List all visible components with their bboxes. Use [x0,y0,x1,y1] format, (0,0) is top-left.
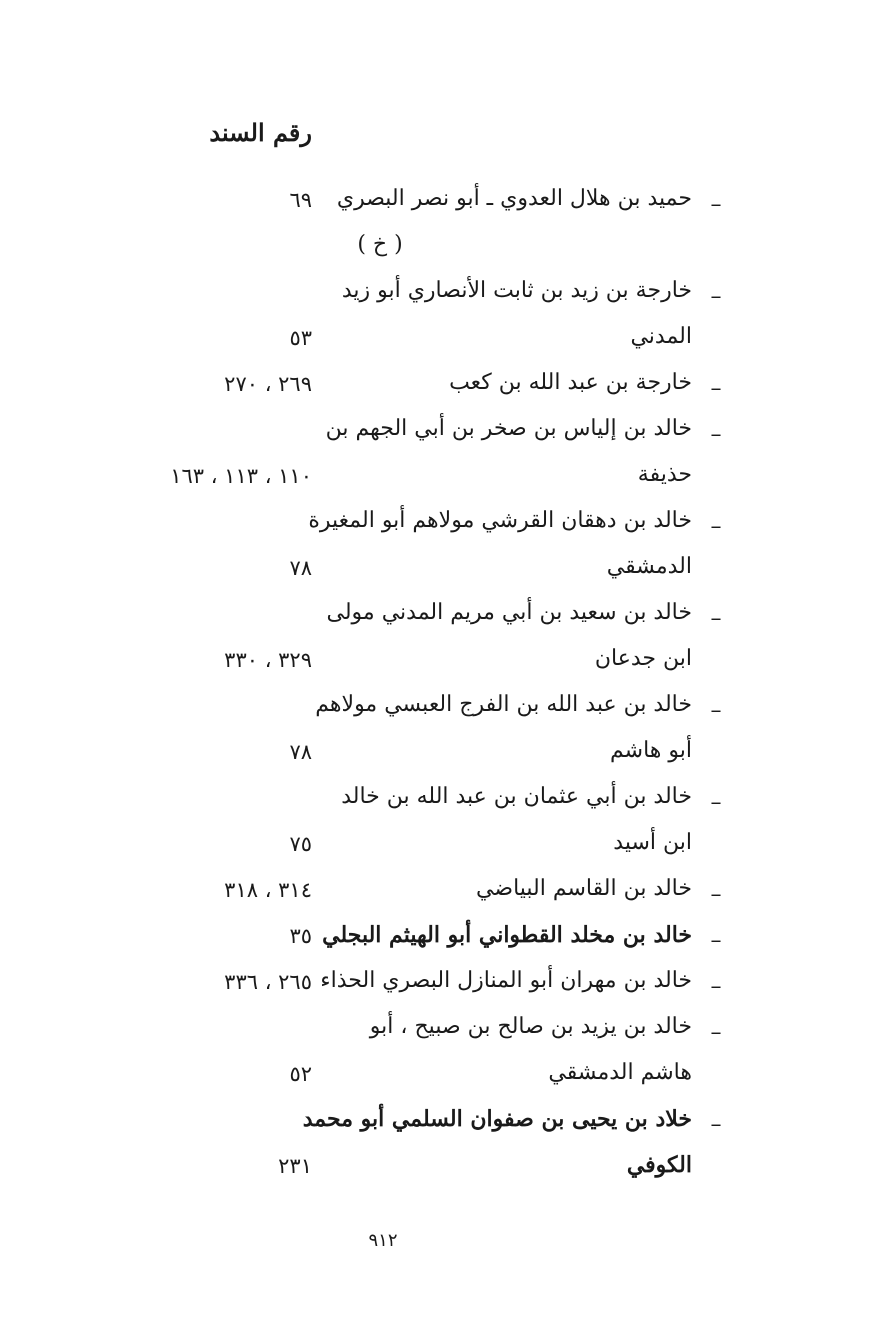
entry-dash: – [710,284,722,309]
narrator-name-continued: حذيفة [637,462,692,487]
index-entry [0,688,876,780]
narrator-name: حميد بن هلال العدوي ـ أبو نصر البصري [336,186,692,211]
narrator-name-continued: ( خ ) [357,232,403,257]
narrator-name: خالد بن أبي عثمان بن عبد الله بن خالد [341,784,692,809]
narrator-name: خالد بن دهقان القرشي مولاهم أبو المغيرة [308,508,692,533]
narrator-name: خالد بن يزيد بن صالح بن صبيح ، أبو [369,1014,692,1039]
entry-dash: – [710,192,722,217]
narrator-name: خالد بن إلياس بن صخر بن أبي الجهم بن [325,416,692,441]
entry-line [0,826,876,872]
entry-line [0,274,876,320]
narrator-index-list [0,182,876,1194]
sanad-numbers: ١١٠ ، ١١٣ ، ١٦٣ [170,464,312,488]
narrator-name: خالد بن القاسم البياضي [476,876,692,901]
narrator-name-continued: الدمشقي [606,554,692,579]
entry-dash: – [710,974,722,999]
index-entry [0,1102,876,1194]
narrator-name-continued: هاشم الدمشقي [548,1060,692,1085]
sanad-numbers: ٥٣ [289,326,312,350]
entry-dash: – [710,1112,722,1137]
narrator-name-continued: الكوفي [626,1152,692,1178]
narrator-name: خالد بن مخلد القطواني أبو الهيثم البجلي [322,922,692,948]
index-entry [0,964,876,1010]
sanad-numbers: ٣٢٩ ، ٣٣٠ [224,648,312,672]
entry-dash: – [710,882,722,907]
entry-line [0,320,876,366]
entry-line [0,1148,876,1194]
entry-line [0,1056,876,1102]
column-heading: رقم السند [209,118,312,147]
index-entry [0,1010,876,1102]
index-entry [0,596,876,688]
narrator-name: خارجة بن عبد الله بن كعب [449,370,692,395]
entry-line [0,642,876,688]
entry-line [0,504,876,550]
entry-line [0,596,876,642]
entry-line [0,182,876,228]
entry-dash: – [710,790,722,815]
entry-line [0,780,876,826]
narrator-name: خالد بن مهران أبو المنازل البصري الحذاء [320,968,692,993]
narrator-name: خالد بن عبد الله بن الفرج العبسي مولاهم [315,692,692,717]
narrator-name-continued: المدني [630,324,692,349]
entry-dash: – [710,376,722,401]
entry-dash: – [710,514,722,539]
narrator-name: خارجة بن زيد بن ثابت الأنصاري أبو زيد [341,278,692,303]
entry-dash: – [710,606,722,631]
entry-line [0,918,876,964]
entry-line [0,734,876,780]
sanad-numbers: ٦٩ [289,188,312,212]
entry-line [0,1010,876,1056]
entry-line [0,550,876,596]
entry-dash: – [710,928,722,953]
entry-dash: – [710,698,722,723]
sanad-numbers: ٥٢ [289,1062,312,1086]
narrator-name-continued: أبو هاشم [610,738,692,763]
sanad-numbers: ٢٣١ [278,1154,312,1178]
index-entry [0,274,876,366]
narrator-name: خلاد بن يحيى بن صفوان السلمي أبو محمد [302,1106,692,1132]
entry-line [0,228,876,274]
entry-dash: – [710,422,722,447]
entry-line [0,1102,876,1148]
sanad-numbers: ٣١٤ ، ٣١٨ [224,878,312,902]
entry-line [0,366,876,412]
page-number: ٩١٢ [368,1230,398,1251]
entry-line [0,872,876,918]
narrator-name-continued: ابن أسيد [613,830,692,855]
sanad-numbers: ٧٥ [289,832,312,856]
sanad-numbers: ٢٦٥ ، ٣٣٦ [224,970,312,994]
entry-line [0,458,876,504]
sanad-numbers: ٣٥ [289,924,312,948]
sanad-numbers: ٧٨ [289,556,312,580]
index-entry [0,412,876,504]
index-entry [0,366,876,412]
narrator-name: خالد بن سعيد بن أبي مريم المدني مولى [326,600,692,625]
index-entry [0,780,876,872]
entry-line [0,688,876,734]
index-entry [0,504,876,596]
index-entry [0,872,876,918]
index-entry [0,918,876,964]
entry-line [0,964,876,1010]
entry-dash: – [710,1020,722,1045]
index-entry [0,182,876,274]
sanad-numbers: ٢٦٩ ، ٢٧٠ [224,372,312,396]
sanad-numbers: ٧٨ [289,740,312,764]
entry-line [0,412,876,458]
narrator-name-continued: ابن جدعان [594,646,692,671]
